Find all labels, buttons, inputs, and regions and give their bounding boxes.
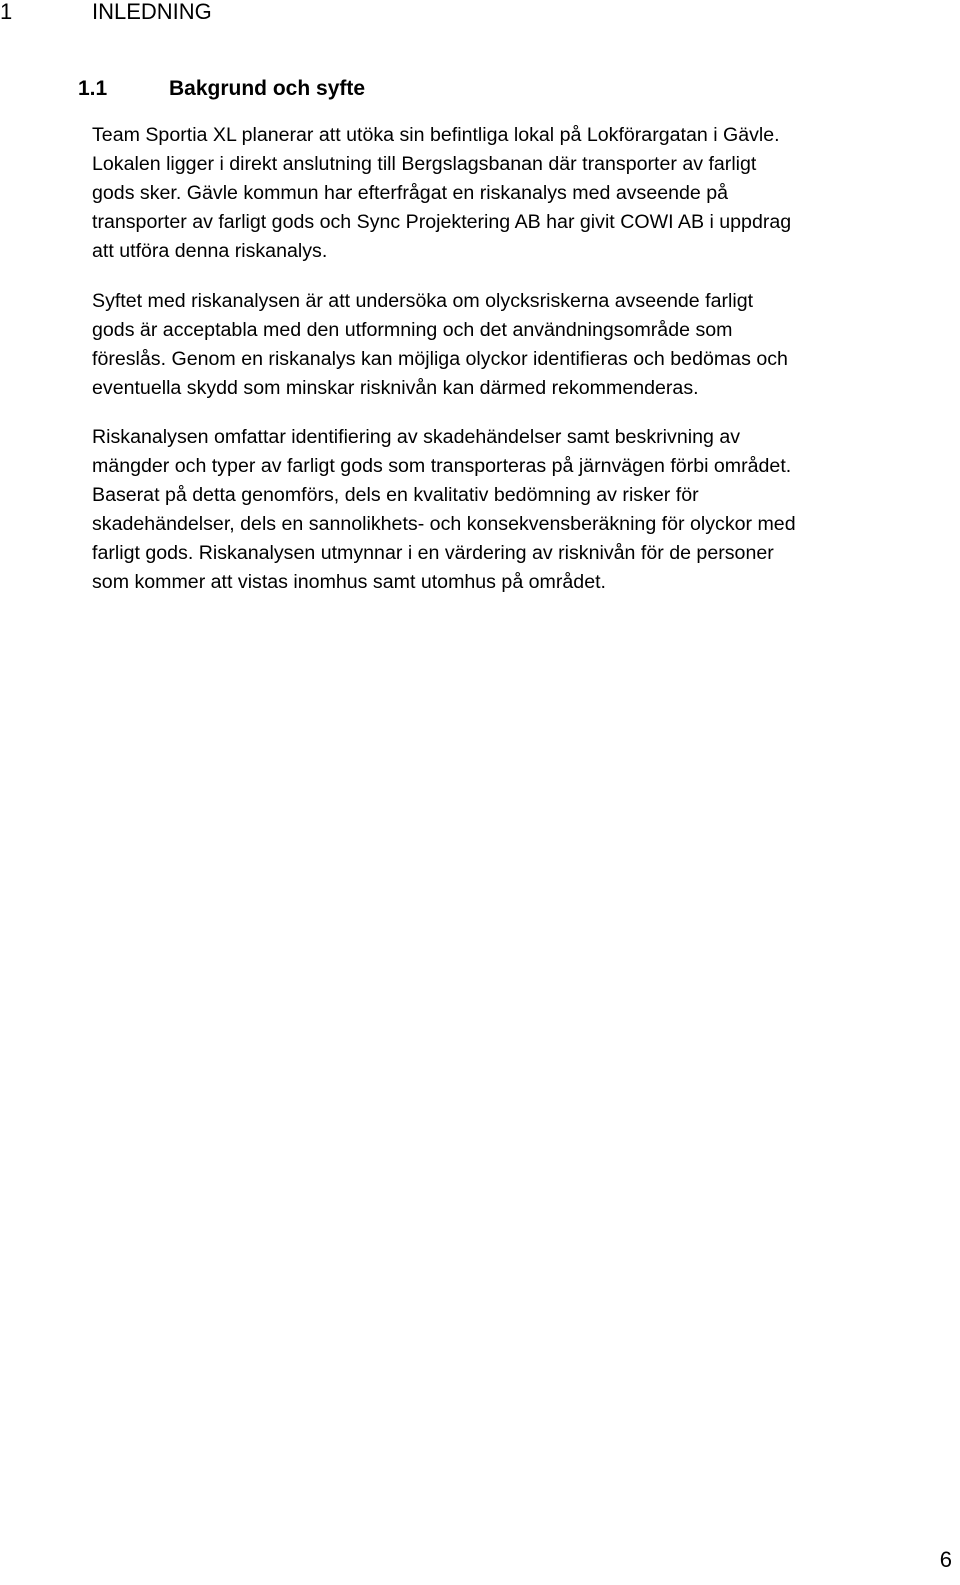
paragraph-line: som kommer att vistas inomhus samt utomhus på området. [92, 571, 606, 593]
paragraph-line: att utföra denna riskanalys. [92, 240, 328, 262]
paragraph-line: transporter av farligt gods och Sync Projektering AB har givit COWI AB i uppdrag [92, 211, 792, 233]
paragraph-line: gods är acceptabla med den utformning och det användningsområde som [92, 319, 733, 341]
section-number: 1.1 [78, 77, 108, 100]
paragraph-line: Team Sportia XL planerar att utöka sin befintliga lokal på Lokförargatan i Gävle. [92, 124, 780, 146]
chapter-title: INLEDNING [92, 0, 212, 24]
page-number: 6 [939, 1547, 952, 1572]
chapter-number: 1 [0, 0, 13, 24]
paragraph-line: Syftet med riskanalysen är att undersöka om olycksriskerna avseende farligt [92, 290, 754, 312]
paragraph-line: föreslås. Genom en riskanalys kan möjliga olyckor identifieras och bedömas och [92, 348, 788, 370]
paragraph-line: gods sker. Gävle kommun har efterfrågat en riskanalys med avseende på [92, 182, 729, 204]
paragraph-background [92, 121, 952, 266]
paragraph-line: mängder och typer av farligt gods som transporteras på järnvägen förbi området. [92, 455, 792, 477]
paragraph-scope [92, 423, 952, 597]
paragraph-line: Lokalen ligger i direkt anslutning till Bergslagsbanan där transporter av farligt [92, 153, 757, 175]
paragraph-line: Riskanalysen omfattar identifiering av skadehändelser samt beskrivning av [92, 426, 741, 448]
section-title: Bakgrund och syfte [169, 77, 366, 100]
paragraph-line: Baserat på detta genomförs, dels en kvalitativ bedömning av risker för [92, 484, 699, 506]
paragraph-line: skadehändelser, dels en sannolikhets- och konsekvensberäkning för olyckor med [92, 513, 796, 535]
paragraph-purpose [92, 287, 952, 403]
paragraph-line: eventuella skydd som minskar risknivån kan därmed rekommenderas. [92, 377, 699, 399]
paragraph-line: farligt gods. Riskanalysen utmynnar i en värdering av risknivån för de personer [92, 542, 774, 564]
